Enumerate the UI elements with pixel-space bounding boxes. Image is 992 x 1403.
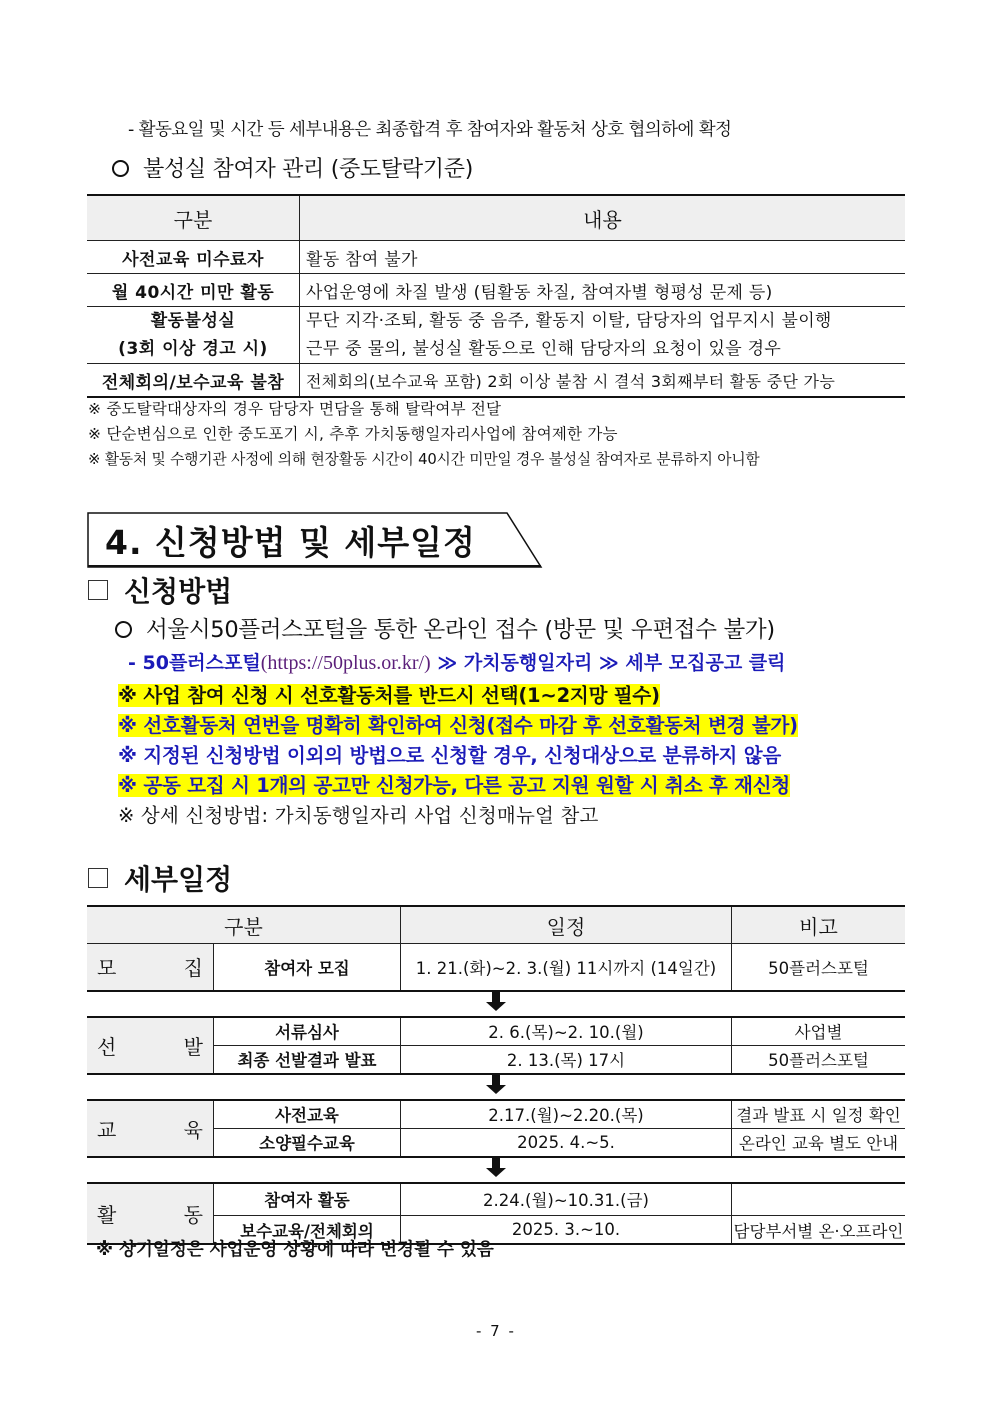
chapter-title: 4. 신청방법 및 세부일정: [105, 523, 476, 562]
apply-note: [118, 770, 790, 798]
row-value: [300, 307, 906, 364]
apply-note-text: ※ 공동 모집 시 1개의 공고만 신청가능, 다른 공고 지원 원할 시 취소 후 재신청: [118, 774, 791, 797]
schedule-footnote: ※ 상기일정은 사업운영 상황에 따라 변경될 수 있음: [96, 1240, 494, 1260]
row-value-line: 무단 지각·조퇴, 활동 중 음주, 활동지 이탈, 담당자의 업무지시 불이행: [306, 311, 832, 331]
down-arrow-icon: [486, 1075, 506, 1095]
note-line: ※ 중도탈락대상자의 경우 담당자 면담을 통해 탈락여부 전달: [88, 400, 502, 418]
item-cell: 참여자 활동: [214, 1183, 401, 1216]
table-row: [87, 274, 905, 307]
arrow-row: [87, 1157, 905, 1183]
portal-url-link[interactable]: (https://50plus.or.kr/): [260, 652, 431, 674]
category-char: 활: [97, 1202, 117, 1227]
portal-link-line: [128, 648, 786, 675]
item-cell: 소양필수교육: [214, 1128, 401, 1157]
apply-heading-text: 신청방법: [124, 575, 233, 608]
dropout-criteria-table: [87, 194, 905, 398]
header-category: 구분: [87, 195, 300, 241]
square-bullet-icon: [88, 580, 108, 600]
table-row: [87, 241, 905, 274]
circle-bullet-icon: [115, 621, 132, 638]
schedule-heading: [88, 858, 232, 898]
date-cell: 2025. 4.~5.: [401, 1128, 732, 1157]
table-row: [87, 1100, 905, 1129]
table-row: [87, 364, 905, 398]
arrow-row: [87, 1074, 905, 1100]
header-category: 구분: [87, 906, 401, 944]
down-arrow-icon: [486, 1158, 506, 1178]
item-cell: 참여자 모집: [214, 944, 401, 991]
apply-note-text: ※ 선호활동처 연번을 명확히 확인하여 신청(접수 마감 후 선호활동처 변경 불가): [118, 714, 798, 737]
date-cell: 1. 21.(화)~2. 3.(월) 11시까지 (14일간): [401, 944, 732, 991]
apply-note: [118, 740, 781, 768]
note-line: ※ 단순변심으로 인한 중도포기 시, 추후 가치동행일자리사업에 참여제한 가능: [88, 425, 618, 443]
dropout-notes: [88, 397, 760, 472]
row-key: 전체회의/보수교육 불참: [87, 364, 300, 398]
date-cell: 2.24.(월)~10.31.(금): [401, 1183, 732, 1216]
apply-heading: [88, 570, 232, 610]
category-char: 동: [183, 1202, 203, 1227]
circle-bullet-icon: [112, 160, 129, 177]
apply-main: [115, 612, 775, 644]
category-cell: [87, 1100, 214, 1157]
row-value: 사업운영에 차질 발생 (팀활동 차질, 참여자별 형평성 문제 등): [300, 274, 906, 307]
dropout-section-title: [112, 152, 473, 183]
apply-note: ※ 상세 신청방법: 가치동행일자리 사업 신청매뉴얼 참고: [118, 804, 599, 827]
portal-label: - 50플러스포털: [128, 652, 261, 674]
category-cell: [87, 944, 214, 991]
note-cell: 온라인 교육 별도 안내: [732, 1128, 906, 1157]
row-value: 활동 참여 불가: [300, 241, 906, 274]
row-key-line: (3회 이상 경고 시): [118, 339, 268, 359]
date-cell: 2.17.(월)~2.20.(목): [401, 1100, 732, 1129]
category-char: 교: [97, 1117, 117, 1142]
page-number: - 7 -: [476, 1322, 516, 1340]
table-row: [87, 1183, 905, 1216]
down-arrow-icon: [486, 992, 506, 1012]
schedule-table: [87, 905, 905, 1245]
apply-note-text: ※ 사업 참여 신청 시 선호활동처를 반드시 선택(1~2지망 필수): [118, 684, 660, 707]
note-line: ※ 활동처 및 수행기관 사정에 의해 현장활동 시간이 40시간 미만일 경우 불성실 참여자로 분류하지 아니함: [88, 451, 760, 468]
apply-note: [118, 680, 660, 708]
apply-note-text: ※ 지정된 신청방법 이외의 방법으로 신청할 경우, 신청대상으로 분류하지 않음: [118, 744, 782, 767]
row-key: 사전교육 미수료자: [87, 241, 300, 274]
note-cell: 50플러스포털: [732, 1045, 906, 1074]
category-cell: [87, 1017, 214, 1074]
note-cell: 결과 발표 시 일정 확인: [732, 1100, 906, 1129]
note-cell: 사업별: [732, 1017, 906, 1046]
date-cell: 2. 6.(목)~2. 10.(월): [401, 1017, 732, 1046]
square-bullet-icon: [88, 868, 108, 888]
note-cell: [732, 1183, 906, 1216]
item-cell: 사전교육: [214, 1100, 401, 1129]
date-cell: 2. 13.(목) 17시: [401, 1045, 732, 1074]
table-row: [87, 944, 905, 991]
chapter-banner: [87, 512, 539, 566]
note-cell: 담당부서별 온·오프라인: [732, 1216, 906, 1245]
header-content: 내용: [300, 195, 906, 241]
header-date: 일정: [401, 906, 732, 944]
schedule-heading-text: 세부일정: [124, 863, 233, 896]
item-cell: 최종 선발결과 발표: [214, 1045, 401, 1074]
row-key: [87, 307, 300, 364]
note-cell: 50플러스포털: [732, 944, 906, 991]
apply-note: [118, 710, 798, 738]
category-char: 육: [183, 1117, 203, 1142]
item-cell: 서류심사: [214, 1017, 401, 1046]
date-cell: 2025. 3.~10.: [401, 1216, 732, 1245]
row-value: 전체회의(보수교육 포함) 2회 이상 불참 시 결석 3회째부터 활동 중단 가능: [300, 364, 906, 398]
row-key-line: 활동불성실: [150, 311, 236, 331]
apply-main-text: 서울시50플러스포털을 통한 온라인 접수 (방문 및 우편접수 불가): [146, 617, 775, 643]
category-char: 선: [97, 1034, 117, 1059]
row-value-line: 근무 중 물의, 불성실 활동으로 인해 담당자의 요청이 있을 경우: [306, 339, 782, 359]
intro-line: - 활동요일 및 시간 등 세부내용은 최종합격 후 참여자와 활동처 상호 협의하에 확정: [128, 120, 732, 140]
portal-path: ≫ 가치동행일자리 ≫ 세부 모집공고 클릭: [430, 652, 786, 674]
dropout-title-text: 불성실 참여자 관리 (중도탈락기준): [143, 157, 473, 182]
category-char: 모: [97, 956, 117, 981]
arrow-row: [87, 991, 905, 1017]
category-char: 집: [183, 956, 203, 981]
row-key: 월 40시간 미만 활동: [87, 274, 300, 307]
table-row: [87, 307, 905, 364]
header-note: 비고: [732, 906, 906, 944]
category-cell: [87, 1183, 214, 1245]
table-row: [87, 1017, 905, 1046]
category-char: 발: [183, 1034, 203, 1059]
item-cell: 보수교육/전체회의: [214, 1216, 401, 1245]
